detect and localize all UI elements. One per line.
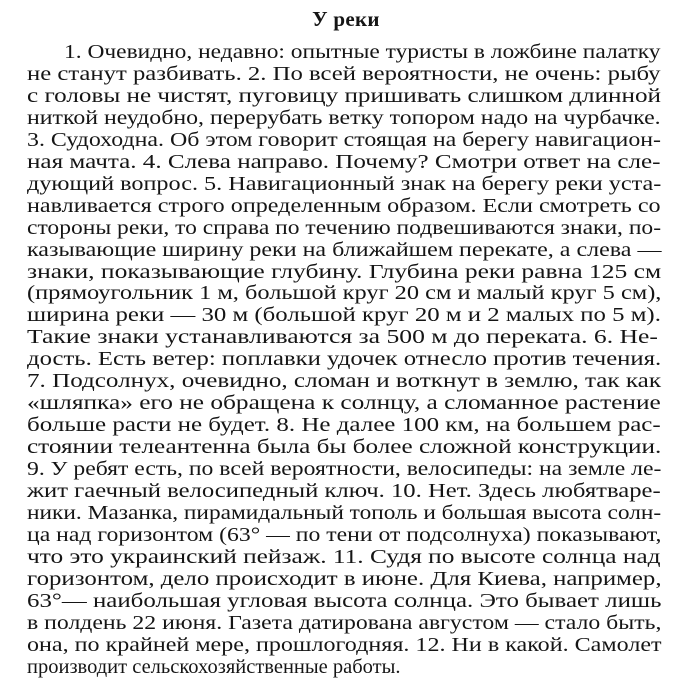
text-line: она, по крайней мере, прошлогодняя. 12. Ни в какой. Самолет (27, 633, 662, 656)
text-line: навливается строго определенным образом. Если смотреть со (27, 194, 661, 217)
text-line: 9. У ребят есть, по всей вероятности, велосипеды: на земле ле- (27, 458, 662, 481)
text-line: стороны реки, то справа по течению подвешиваются знаки, по- (27, 216, 662, 239)
text-line: Такие знаки устанавливаются за 500 м до переката. 6. Не- (27, 326, 658, 349)
text-line: ца над горизонтом (63° — по тени от подсолнуха) показывают, (27, 523, 662, 546)
text-line: что это украинский пейзаж. 11. Судя по высоте солнца над (27, 545, 661, 568)
text-line: дость. Есть ветер: поплавки удочек отнесло против течения. (27, 348, 662, 371)
text-line: не станут разбивать. 2. По всей вероятности, не очень: рыбу (27, 62, 661, 85)
text-line: ниткой неудобно, перерубать ветку топором надо на чурбачке. (27, 106, 661, 129)
text-line: горизонтом, дело происходит в июне. Для Киева, например, (27, 567, 662, 590)
text-line: 3. Судоходна. Об этом говорит стоящая на берегу навигацион- (27, 128, 662, 151)
text-line: дующий вопрос. 5. Навигационный знак на берегу реки уста- (27, 172, 662, 195)
text-line: ники. Мазанка, пирамидальный тополь и большая высота солн- (27, 501, 662, 524)
text-line: больше расти не будет. 8. Не далее 100 км, на большем рас- (27, 414, 661, 437)
text-line: знаки, показывающие глубину. Глубина реки равна 125 см (27, 260, 662, 283)
text-line: производит сельскохозяйственные работы. (27, 655, 401, 678)
text-line: 1. Очевидно, недавно: опытные туристы в ложбине палатку (64, 41, 661, 63)
text-line: ширина реки — 30 м (большой круг 20 м и 2 малых по 5 м). (27, 304, 661, 327)
text-line: жит гаечный велосипедный ключ. 10. Нет. Здесь любятваре- (27, 480, 661, 502)
text-line: 63°— наибольшая угловая высота солнца. Это бывает лишь (27, 589, 662, 612)
text-line: 7. Подсолнух, очевидно, сломан и воткнут в землю, так как (27, 370, 662, 393)
section-title: У реки (312, 7, 380, 31)
text-line: «шляпка» его не обращена к солнцу, а сломанное растение (27, 392, 661, 415)
text-line: (прямоугольник 1 м, большой круг 20 см и малый круг 5 см), (27, 282, 662, 305)
text-line: с головы не чистят, пуговицу пришивать слишком длинной (27, 84, 661, 107)
text-line: в полдень 22 июня. Газета датирована августом — стало быть, (27, 611, 662, 634)
text-line: ная мачта. 4. Слева направо. Почему? Смотри ответ на сле- (27, 150, 661, 173)
text-line: казывающие ширину реки на ближайшем перекате, а слева — (27, 238, 662, 261)
text-line: стоянии телеантенна была бы более сложной конструкции. (27, 436, 662, 459)
